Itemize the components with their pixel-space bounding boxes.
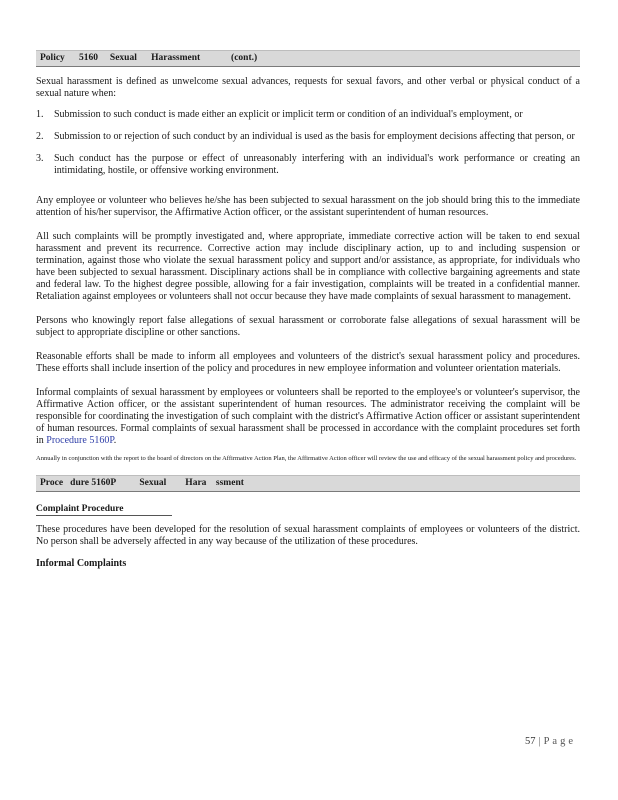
footer-separator: | bbox=[538, 736, 541, 747]
policy-header-bar bbox=[36, 50, 580, 67]
inform-paragraph: Reasonable efforts shall be made to inform all employees and volunteers of the district's sexual harassment policy and procedures. These efforts shall include insertion of the policy and procedures in new employee information and volunteer orientation materials. bbox=[36, 351, 580, 374]
procedures-paragraph: These procedures have been developed for the resolution of sexual harassment complaints of employees or volunteers of the district. No person shall be adversely affected in any way because of the utilization of these procedures. bbox=[36, 524, 580, 547]
procedure-link[interactable]: Procedure 5160P bbox=[46, 435, 114, 446]
reporting-paragraph: Any employee or volunteer who believes he/she has been subjected to sexual harassment on the job should bring this to the immediate attention of his/her supervisor, the Affirmative Action officer, or the assistant superintendent of human resources. bbox=[36, 195, 580, 218]
page-number: 57 bbox=[524, 736, 536, 747]
annual-review-paragraph: Annually in conjunction with the report to the board of directors on the Affirmative Action Plan, the Affirmative Action officer will review the use and efficacy of the sexual harassment policy and procedures. bbox=[36, 455, 577, 462]
page-footer bbox=[525, 736, 576, 747]
intro-paragraph: Sexual harassment is defined as unwelcome sexual advances, requests for sexual favors, and other verbal or physical conduct of a sexual nature when: bbox=[36, 76, 580, 99]
page-label: Page bbox=[543, 736, 576, 747]
list-item: 2. Submission to or rejection of such conduct by an individual is used as the basis for employment decisions affecting that person, or bbox=[36, 131, 575, 142]
conditions-list bbox=[36, 109, 580, 177]
list-item: 1. Submission to such conduct is made either an explicit or implicit term or condition of an individual's employment, or bbox=[36, 109, 523, 120]
investigation-paragraph: All such complaints will be promptly investigated and, where appropriate, immediate corrective action will be taken to end sexual harassment and prevent its recurrence. Corrective action may include disciplinary action, up to and including suspension or termination, against those who violate the sexual harassment policy and support and/or assistance, as appropriate, for individuals who have been subjected to sexual harassment. Disciplinary actions shall be in compliance with collective bargaining agreements and state and federal law. To the highest degree possible, allowing for a fair investigation, complaints will be treated in a confidential manner. Retaliation against employees or volunteers shall not occur because they have made complaints of sexual harassment to management. bbox=[36, 231, 580, 302]
procedure-header-bar bbox=[36, 475, 580, 492]
false-allegations-paragraph: Persons who knowingly report false allegations of sexual harassment or corroborate false allegations of sexual harassment will be subject to appropriate discipline or other sanctions. bbox=[36, 315, 580, 338]
list-item: 3. Such conduct has the purpose or effect of unreasonably interfering with an individual's work performance or creating an intimidating, hostile, or offensive working environment. bbox=[36, 153, 580, 176]
document-page bbox=[36, 50, 580, 569]
informal-complaints-heading: Informal Complaints bbox=[36, 558, 127, 569]
procedure-header: Proce dure 5160P Sexual Hara ssment bbox=[40, 478, 244, 488]
complaint-procedure-heading: Complaint Procedure bbox=[36, 504, 172, 516]
informal-complaints-paragraph: Informal complaints of sexual harassment by employees or volunteers shall be reported to the employee's or volunteer's supervisor, the Affirmative Action officer, or the assistant superintendent of human resources. The administrator receiving the complaint will be responsible for coordinating the investigation of such complaint with the district's Affirmative Action officer or assistant superintendent of human resources. Formal complaints of sexual harassment shall be processed in accordance with the complaint procedures set forth in Procedure 5160P. bbox=[36, 387, 580, 446]
policy-header: Policy 5160 Sexual Harassment (cont.) bbox=[40, 53, 258, 63]
